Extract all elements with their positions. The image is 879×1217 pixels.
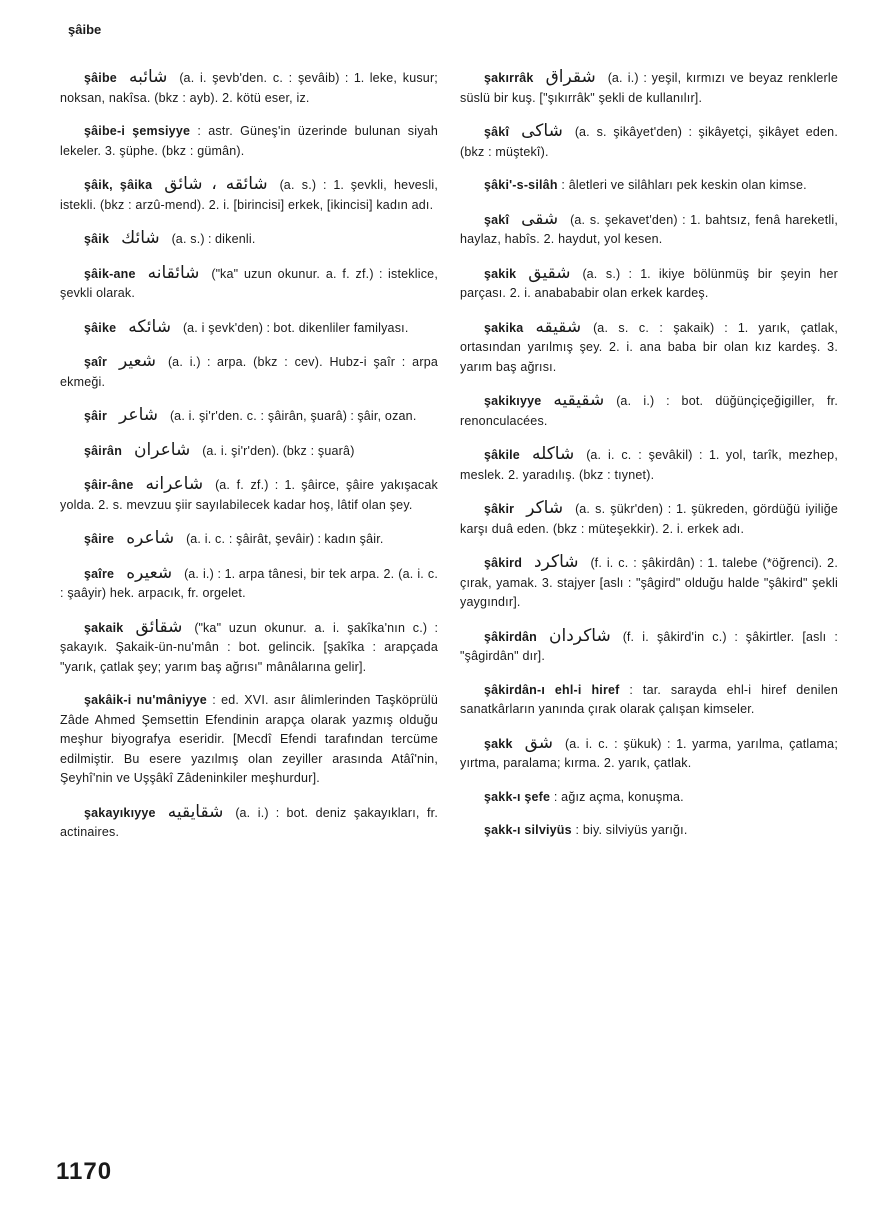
definition: : biy. silviyüs yarığı.	[575, 823, 688, 837]
headword: şakâik-i nu'mâniyye	[84, 693, 207, 707]
dictionary-entry	[60, 122, 438, 161]
headword: şâkir	[484, 502, 515, 516]
definition: (a. i. c. : şâirât, şevâir) : kadın şâir.	[186, 532, 384, 546]
definition: (a. i. c. : şevâkil) : 1. yol, tarîk, mezhep, meslek. 2. yaradılış. (bkz : tıynet).	[460, 448, 838, 482]
headword: şakika	[484, 320, 524, 335]
dictionary-entry	[460, 681, 838, 720]
definition: (f. i. c. : şâkirdân) : 1. talebe (*öğrenci). 2. çırak, yamak. 3. stajyer [aslı : "şâgird" olduğu halde "şâkird" şekli yaygındır].	[460, 556, 838, 609]
arabic-script: شقيقه	[535, 316, 582, 337]
definition: (a. s.) : 1. şevkli, hevesli, istekli. (bkz : arzû-mend). 2. i. [birincisi] erkek, [ikincisi] kadın adı.	[60, 178, 438, 212]
definition: (a. s. şükr'den) : 1. şükreden, gördüğü iyiliğe karşı duâ eden. (bkz : müteşekkir). 2. i. erkek adı.	[460, 502, 838, 536]
arabic-script: شاعرانه	[145, 474, 204, 494]
arabic-script: شاكرد	[534, 552, 579, 572]
arabic-script: شائقانه	[147, 262, 200, 283]
definition: : âletleri ve silâhları pek keskin olan kimse.	[561, 178, 807, 192]
arabic-script: شائكه	[128, 316, 171, 337]
arabic-script: شعير	[119, 351, 157, 371]
dictionary-entry	[60, 318, 438, 339]
dictionary-entry	[460, 627, 838, 667]
arabic-script: شقراق	[545, 67, 596, 87]
headword: şâkî	[484, 125, 510, 139]
definition: (a. i. c. : şükuk) : 1. yarma, yarılma, çatlama; yırtma, paralama; kırma. 2. yarık, çatlak.	[460, 736, 838, 770]
arabic-script: شاعر	[119, 405, 158, 425]
arabic-script: شائك	[121, 228, 160, 248]
arabic-script: شعيره	[126, 562, 173, 583]
headword: şakaik	[84, 620, 124, 635]
arabic-script: شقائق	[135, 616, 183, 637]
definition: (a. i.) : bot. düğünçiçeğigiller, fr. renonculacées.	[460, 394, 838, 428]
definition: (a. i.) : 1. arpa tânesi, bir tek arpa. 2. (a. i. c. : şaâyir) hek. arpacık, fr. orgelet.	[60, 566, 438, 600]
headword: şakayıkıyye	[84, 805, 156, 820]
headword: şakk-ı silviyüs	[484, 823, 572, 837]
page-number: 1170	[56, 1158, 113, 1185]
headword: şakik	[484, 266, 517, 281]
headword: şâkirdân-ı ehl-i hiref	[484, 682, 620, 697]
headword: şâki'-s-silâh	[484, 178, 558, 192]
headword: şaîr	[84, 355, 108, 369]
dictionary-entry	[60, 352, 438, 392]
arabic-script: شقيق	[528, 262, 571, 283]
definition: (a. i.) : bot. deniz şakayıkları, fr. actinaires.	[60, 805, 438, 839]
headword: şâir-âne	[84, 478, 134, 492]
arabic-script: شائقه ، شائق	[164, 174, 268, 194]
right-column	[460, 68, 838, 855]
dictionary-entry	[460, 264, 838, 304]
headword: şaîre	[84, 566, 115, 581]
definition: (a. i.) : yeşil, kırmızı ve beyaz renklerle süslü bir kuş. ["şıkırrâk" şekli de kullanılır].	[460, 71, 838, 105]
headword: şâik-ane	[84, 266, 136, 281]
dictionary-entry	[460, 788, 838, 808]
arabic-script: شاعران	[134, 439, 191, 460]
dictionary-entry	[60, 564, 438, 604]
headword: şâik	[84, 232, 110, 246]
arabic-script: شقيقيه	[553, 390, 605, 410]
headword: şâire	[84, 532, 115, 546]
definition: (f. i. şâkird'in c.) : şâkirtler. [aslı : "şâgirdân" dır].	[460, 629, 838, 663]
headword: şakk-ı şefe	[484, 789, 551, 804]
definition: (a. i. şevb'den. c. : şevâib) : 1. leke, kusur; noksan, nakîsa. (bkz : ayb). 2. kötü eser, iz.	[60, 71, 438, 105]
arabic-script: شائبه	[128, 67, 168, 87]
arabic-script: شاكر	[526, 498, 564, 518]
headword: şâibe-i şemsiyye	[84, 124, 191, 138]
headword: şakırrâk	[484, 71, 534, 85]
definition: (a. i. şi'r'den. c. : şâirân, şuarâ) : şâir, ozan.	[170, 409, 417, 423]
dictionary-entry	[460, 68, 838, 108]
dictionary-entry	[60, 175, 438, 215]
definition: (a. i şevk'den) : bot. dikenliler familyası.	[182, 320, 409, 335]
headword: şâkirdân	[484, 629, 538, 644]
dictionary-entry	[60, 529, 438, 550]
definition: (a. i.) : arpa. (bkz : cev). Hubz-i şaîr : arpa ekmeği.	[60, 355, 438, 389]
definition: (a. f. zf.) : 1. şâirce, şâire yakışacak yolda. 2. s. mevzuu şiir sayılabilecek kadar hoş, lâtif olan şey.	[60, 478, 438, 512]
left-column	[60, 68, 438, 857]
headword: şakk	[484, 736, 513, 751]
arabic-script: شقايقيه	[167, 801, 224, 822]
headword: şâike	[84, 320, 117, 335]
dictionary-entry	[60, 406, 438, 427]
definition: ("ka" uzun okunur. a. f. zf.) : isteklice, şevkli olarak.	[60, 266, 438, 300]
arabic-script: شقى	[521, 208, 559, 229]
arabic-script: شاعره	[126, 528, 175, 548]
arabic-script: شاكله	[531, 444, 575, 464]
dictionary-entry	[60, 475, 438, 515]
dictionary-entry	[460, 318, 838, 378]
dictionary-entry	[60, 441, 438, 462]
dictionary-entry	[460, 499, 838, 539]
definition: : ed. XVI. asır âlimlerinden Taşköprülü Zâde Ahmed Şemsettin Efendinin arapça olarak yazmış olduğu meşhur biyografya eseridir. [Mecdî Efendi tarafından tercüme edilmiştir. Bu esere yazılmış olan zeyiller arasında Atâî'nin, Şeyhî'nin ve Uşşâkî Zâdeninkiler meşhurdur].	[60, 693, 438, 785]
headword: şâkile	[484, 448, 520, 462]
definition: ("ka" uzun okunur. a. i. şakîka'nın c.) : şakayık. Şakaik-ün-nu'mân : bot. gelincik. [şakîka : arapçada "yarık, çatlak şey; yarım baş ağrısı" mânâlarına gelir].	[60, 620, 438, 674]
running-head: şâibe	[68, 22, 102, 37]
definition: (a. s. c. : şakaik) : 1. yarık, çatlak, ortasından yarılmış şey. 2. i. ana baba bir olan kız kardeş. 3. yarım baş ağrısı.	[460, 320, 838, 374]
dictionary-entry	[460, 821, 838, 841]
definition: : astr. Güneş'in üzerinde bulunan siyah lekeler. 3. şüphe. (bkz : gümân).	[60, 124, 438, 158]
arabic-script: شق	[524, 732, 554, 753]
definition: (a. i. şi'r'den). (bkz : şuarâ)	[202, 443, 355, 458]
headword: şakikıyye	[484, 394, 542, 408]
definition: : ağız açma, konuşma.	[553, 789, 684, 804]
headword: şâkird	[484, 556, 523, 570]
headword: şakî	[484, 212, 510, 227]
arabic-script: شاكى	[521, 121, 563, 141]
arabic-script: شاكردان	[549, 625, 611, 646]
dictionary-entry	[460, 445, 838, 485]
dictionary-entry	[60, 229, 438, 250]
definition: (a. s. şikâyet'den) : şikâyetçi, şikâyet eden. (bkz : müştekî).	[460, 125, 838, 159]
dictionary-entry	[60, 803, 438, 843]
dictionary-entry	[60, 264, 438, 304]
dictionary-entry	[60, 691, 438, 789]
dictionary-entry	[460, 391, 838, 431]
definition: (a. s. şekavet'den) : 1. bahtsız, fenâ hareketli, haylaz, habîs. 2. haydut, yol kesen.	[460, 212, 838, 246]
dictionary-entry	[460, 122, 838, 162]
definition: (a. s.) : dikenli.	[171, 232, 256, 246]
dictionary-entry	[60, 68, 438, 108]
headword: şâir	[84, 409, 108, 423]
dictionary-entry	[60, 618, 438, 678]
dictionary-entry	[460, 553, 838, 613]
headword: şâibe	[84, 71, 117, 85]
definition: : tar. sarayda ehl-i hiref denilen sanatkârların yanında çırak olarak çalışan kimseler.	[460, 682, 838, 716]
definition: (a. s.) : 1. ikiye bölünmüş bir şeyin her parçası. 2. i. anabababir olan erkek kardeş.	[460, 266, 838, 300]
headword: şâik, şâika	[84, 178, 153, 192]
dictionary-entry	[460, 734, 838, 774]
dictionary-entry	[460, 176, 838, 196]
dictionary-entry	[460, 210, 838, 250]
headword: şâirân	[84, 443, 123, 458]
